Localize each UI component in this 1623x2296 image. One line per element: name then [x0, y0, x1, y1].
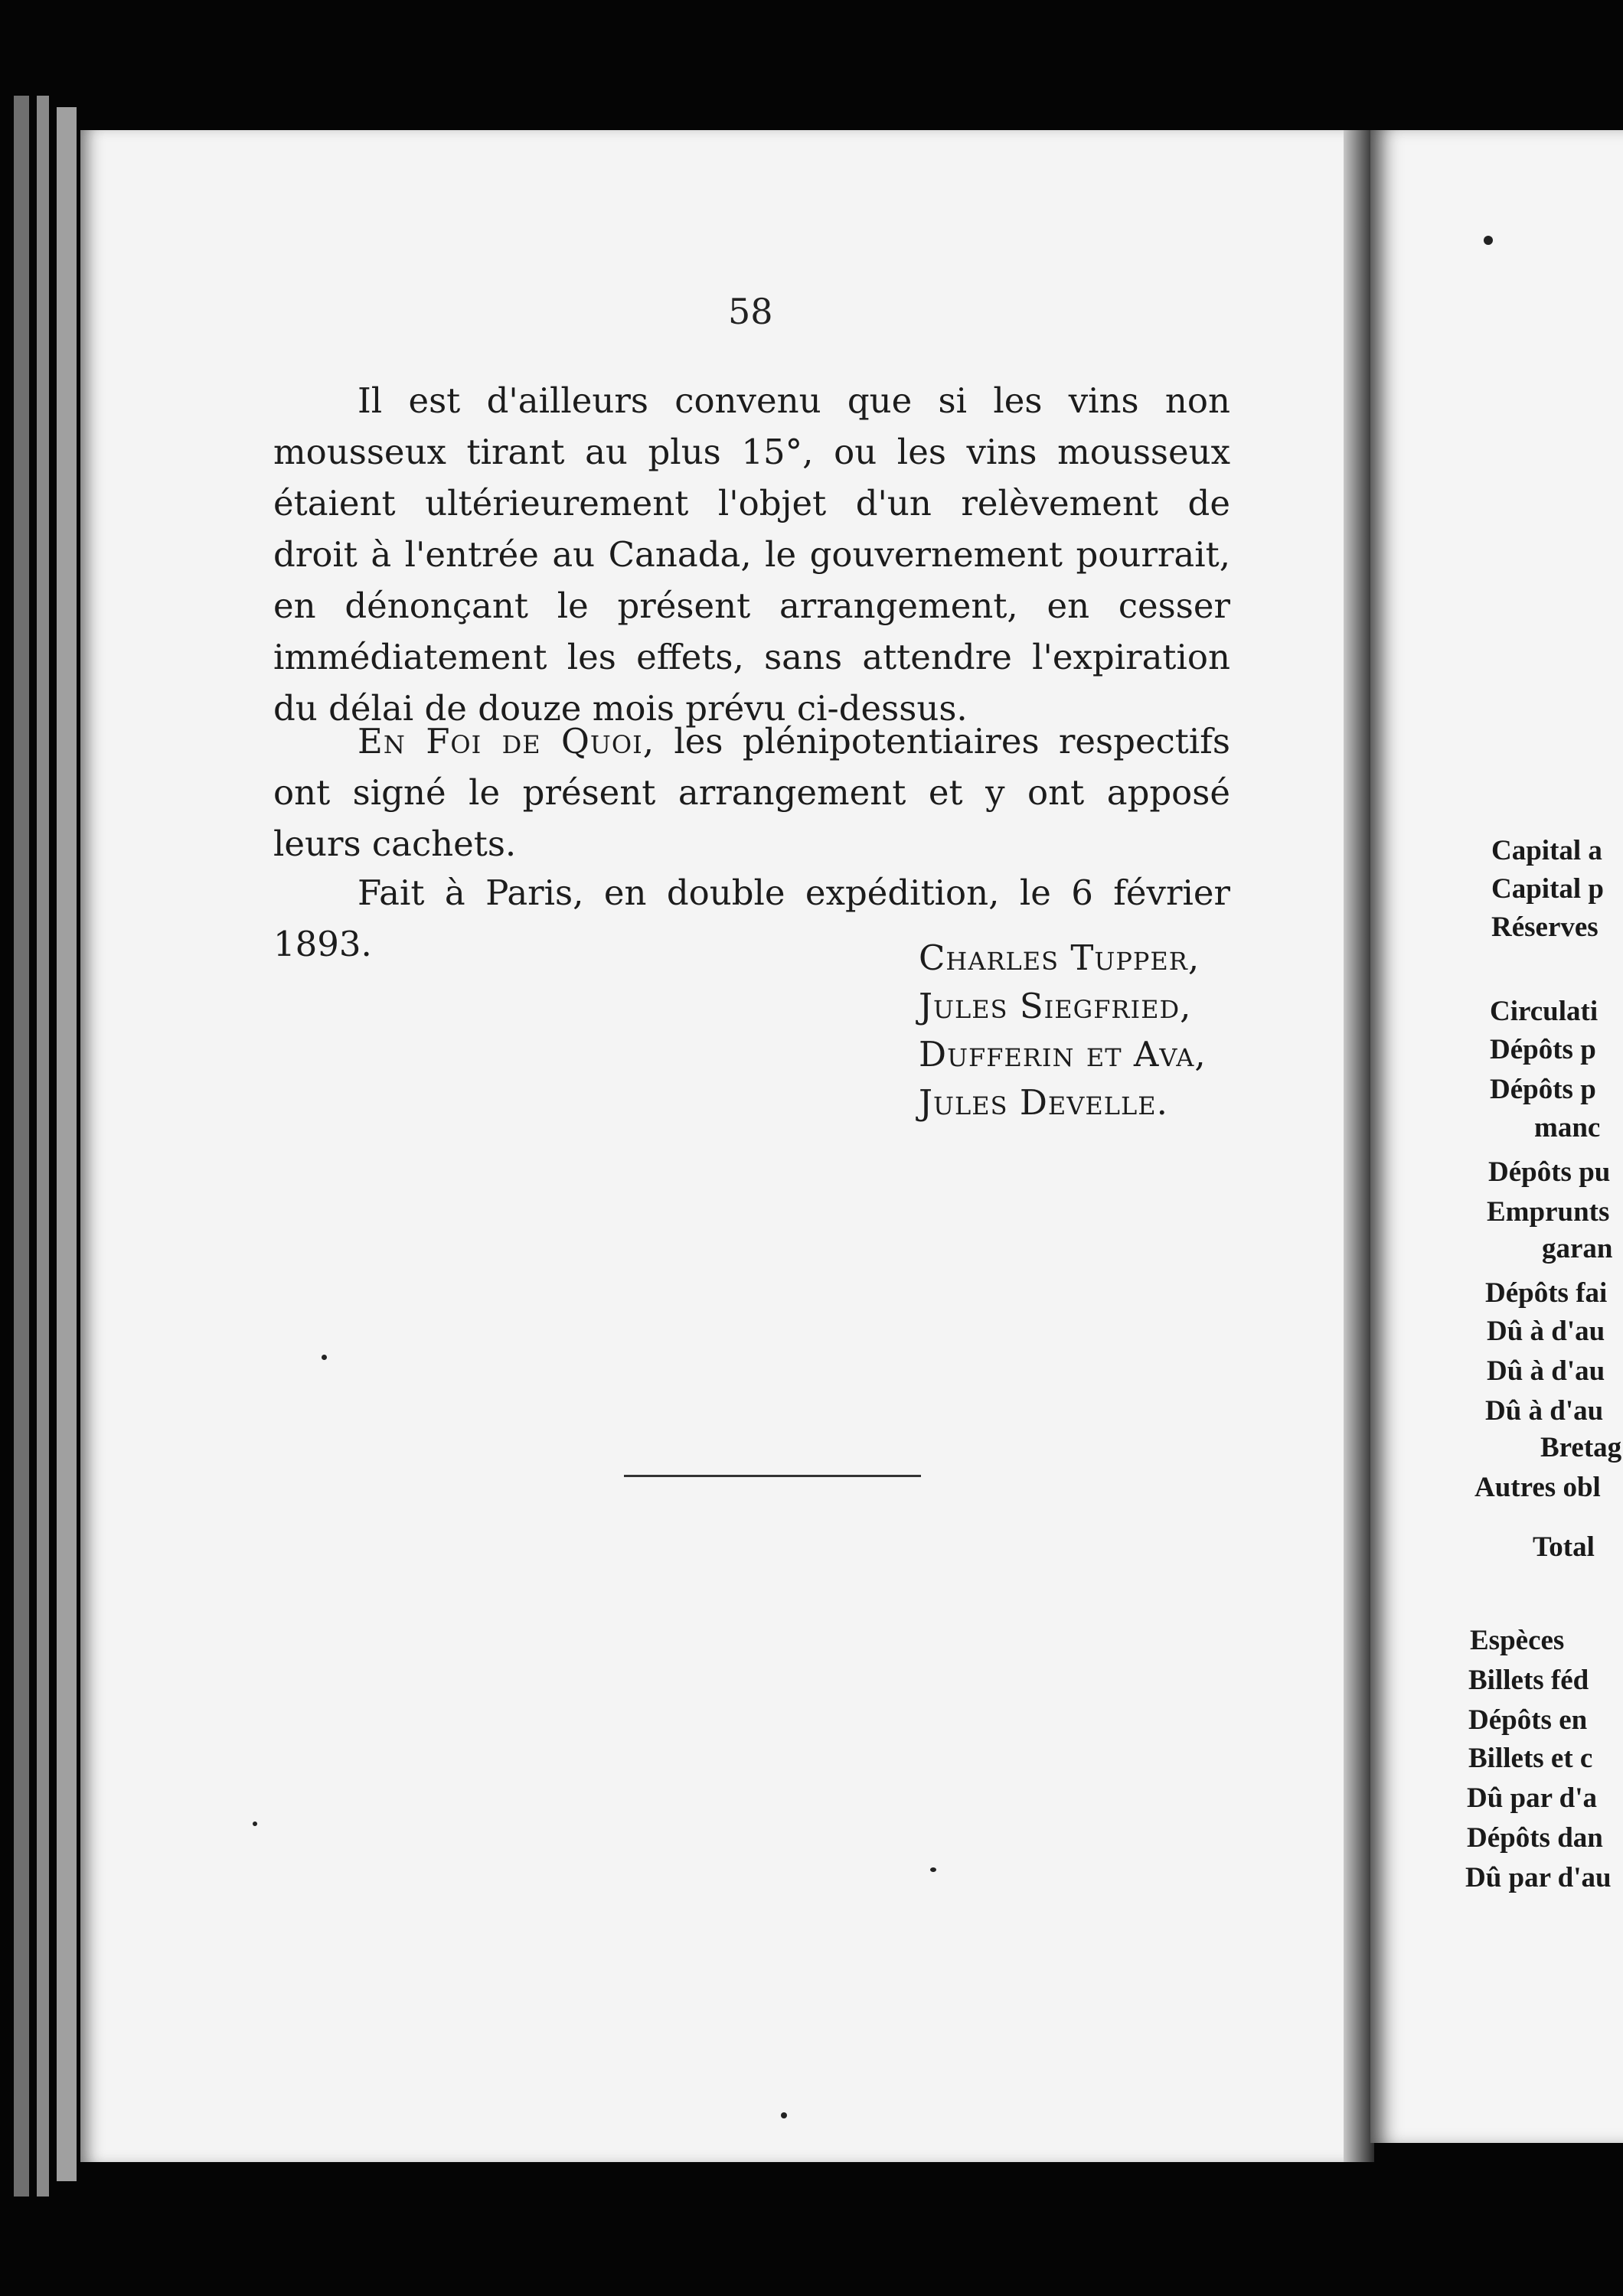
signatory: Jules Develle. [919, 1082, 1168, 1123]
signatory: Jules Siegfried, [919, 986, 1192, 1026]
right-page-text [1370, 130, 1623, 2143]
right-page-line: Billets féd [1468, 1665, 1589, 1696]
right-page-line: Dû à d'au [1487, 1355, 1605, 1387]
book-edge [57, 107, 77, 2181]
page-number: 58 [728, 291, 773, 332]
in-witness-text: les plénipotentiaires respectifs ont signé le présent arrangement et y ont apposé leurs cachets. [273, 721, 1230, 864]
right-page-line: Circulati [1490, 996, 1599, 1027]
right-page-line: Dépôts dan [1467, 1822, 1603, 1854]
right-page-line: Dû à d'au [1487, 1316, 1605, 1347]
section-divider [624, 1475, 921, 1477]
right-page-line: Dû par d'au [1465, 1862, 1612, 1893]
right-page-line: Dépôts en [1468, 1704, 1588, 1736]
right-page-line: Capital p [1491, 873, 1605, 905]
paragraph-in-witness [273, 716, 1230, 869]
page-speck [253, 1821, 257, 1826]
paragraph-agreement-clause: Il est d'ailleurs convenu que si les vins non mousseux tirant au plus 15°, ou les vins mousseux étaient ultérieurement l'objet d'un relèvement de droit à l'entrée au Canada, le gouvernement pourrait, en dénonçant le présent arrangement, en cesser immédiatement les effets, sans attendre l'expiration du délai de douze mois prévu ci-dessus. [273, 380, 1230, 729]
right-page-line: Billets et c [1468, 1743, 1593, 1774]
right-page-line: Dépôts fai [1485, 1277, 1608, 1309]
right-page-line: Capital a [1491, 835, 1602, 866]
page-speck [322, 1355, 327, 1360]
right-page-line: garan [1542, 1233, 1613, 1264]
book-edge [14, 96, 29, 2197]
right-page-line: Dépôts p [1490, 1034, 1596, 1065]
right-page-line: Dépôts p [1490, 1074, 1596, 1105]
in-witness-lead: En Foi de Quoi, [358, 721, 655, 762]
right-page-line: manc [1534, 1112, 1601, 1143]
right-page-line: Dû par d'a [1467, 1782, 1597, 1814]
paragraph-done-at-paris: Fait à Paris, en double expédition, le 6 février 1893. [273, 872, 1230, 964]
signatory: Dufferin et Ava, [919, 1034, 1207, 1075]
signatories [919, 934, 1207, 1127]
book-gutter [1344, 130, 1374, 2162]
right-page-line: Emprunts [1487, 1196, 1610, 1228]
right-page-line: Dépôts pu [1488, 1156, 1611, 1188]
right-page-line: Autres obl [1474, 1472, 1601, 1503]
right-page-line: Dû à d'au [1485, 1395, 1604, 1427]
page-speck [930, 1867, 936, 1872]
signatory: Charles Tupper, [919, 938, 1200, 978]
right-page [1370, 130, 1623, 2143]
right-page-line: Bretag [1540, 1432, 1622, 1463]
book-edge [37, 96, 49, 2197]
right-page-line: Réserves [1491, 912, 1599, 943]
right-page-line: Espèces [1470, 1625, 1565, 1656]
right-page-line: Total [1533, 1531, 1595, 1563]
page-speck [781, 2112, 787, 2118]
